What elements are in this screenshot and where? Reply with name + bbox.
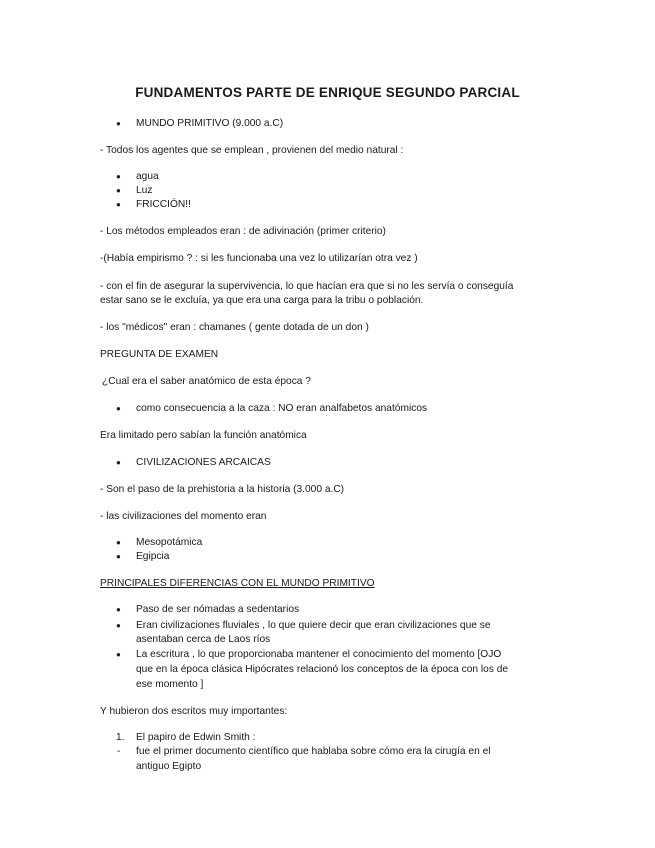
list-item: Eran civilizaciones fluviales , lo que quiere decir que eran civilizaciones que se bbox=[136, 620, 491, 631]
list-item-continuation: asentaban cerca de Laos ríos bbox=[136, 634, 271, 645]
paragraph: Era limitado pero sabían la función anatómica bbox=[100, 430, 307, 441]
bullet-icon: ● bbox=[116, 172, 121, 181]
bullet-icon: ● bbox=[116, 119, 121, 128]
sub-item: fue el primer documento científico que hablaba sobre cómo era la cirugía en el bbox=[136, 746, 491, 757]
numbered-item-text: El papiro de Edwin Smith : bbox=[136, 732, 256, 743]
paragraph: -(Había empirismo ? : si les funcionaba una vez lo utilizarían otra vez ) bbox=[100, 253, 418, 264]
bullet-icon: ● bbox=[116, 458, 121, 467]
list-item: La escritura , lo que proporcionaba mantener el conocimiento del momento [OJO bbox=[136, 649, 502, 660]
paragraph: - Son el paso de la prehistoria a la historia (3.000 a.C) bbox=[100, 484, 345, 495]
section-heading-civilizaciones: CIVILIZACIONES ARCAICAS bbox=[136, 457, 271, 468]
bullet-icon: ● bbox=[116, 552, 121, 561]
paragraph: ¿Cual era el saber anatómico de esta época ? bbox=[102, 376, 311, 387]
paragraph: - los "médicos" eran : chamanes ( gente dotada de un don ) bbox=[100, 322, 369, 333]
paragraph: - Los métodos empleados eran : de adivinación (primer criterio) bbox=[100, 226, 386, 237]
dash-marker: - bbox=[117, 746, 121, 757]
list-item: FRICCIÓN!! bbox=[136, 199, 191, 210]
paragraph: - las civilizaciones del momento eran bbox=[100, 511, 267, 522]
section-heading-mundo-primitivo: MUNDO PRIMITIVO (9.000 a.C) bbox=[136, 118, 284, 129]
paragraph-line: estar sano se le excluía, ya que era una carga para la tribu o población. bbox=[100, 295, 424, 306]
numbered-item-number: 1. bbox=[116, 732, 125, 743]
sub-item-continuation: antiguo Egipto bbox=[136, 761, 202, 772]
bullet-icon: ● bbox=[116, 200, 121, 209]
paragraph: - Todos los agentes que se emplean , provienen del medio natural : bbox=[100, 145, 404, 156]
list-item: Luz bbox=[136, 185, 153, 196]
bullet-icon: ● bbox=[116, 650, 121, 659]
list-item-continuation: que en la época clásica Hipócrates relacionó los conceptos de la época con los de bbox=[136, 664, 509, 675]
bullet-icon: ● bbox=[116, 621, 121, 630]
paragraph-line: - con el fin de asegurar la supervivencia, lo que hacían era que si no les servía o conseguía bbox=[100, 281, 514, 292]
bullet-icon: ● bbox=[116, 605, 121, 614]
list-item: como consecuencia a la caza : NO eran analfabetos anatómicos bbox=[136, 403, 428, 414]
differences-heading: PRINCIPALES DIFERENCIAS CON EL MUNDO PRIMITIVO bbox=[100, 578, 375, 589]
list-item: Mesopotámica bbox=[136, 537, 203, 548]
bullet-icon: ● bbox=[116, 538, 121, 547]
list-item: Paso de ser nómadas a sedentarios bbox=[136, 604, 300, 615]
page-title: FUNDAMENTOS PARTE DE ENRIQUE SEGUNDO PARCIAL bbox=[135, 85, 520, 100]
list-item-continuation: ese momento ] bbox=[136, 679, 204, 690]
paragraph: Y hubieron dos escritos muy importantes: bbox=[100, 706, 288, 717]
exam-question-heading: PREGUNTA DE EXAMEN bbox=[100, 349, 219, 360]
list-item: Egipcia bbox=[136, 551, 170, 562]
bullet-icon: ● bbox=[116, 186, 121, 195]
list-item: agua bbox=[136, 171, 159, 182]
bullet-icon: ● bbox=[116, 404, 121, 413]
